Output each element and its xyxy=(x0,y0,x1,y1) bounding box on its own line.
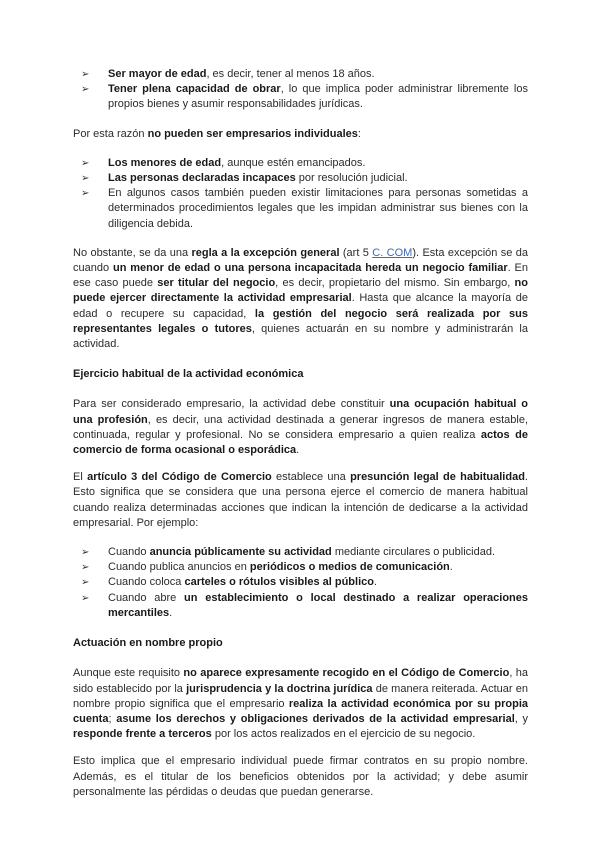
examples-list xyxy=(73,545,528,621)
list-item: ➢ En algunos casos también pueden existir limitaciones para personas sometidas a determinados procedimientos legales que les impidan administrar sus bienes con la diligencia debida. xyxy=(81,187,528,230)
list-item: ➢ Las personas declaradas incapaces por resolución judicial. xyxy=(73,171,528,186)
arrow-bullet-icon: ➢ xyxy=(81,69,90,80)
paragraph-no-pueden: Por esta razón no pueden ser empresarios individuales: xyxy=(73,127,361,140)
paragraph-articulo-3: El artículo 3 del Código de Comercio establece una presunción legal de habitualidad. Esto significa que se considera que una persona ejerce el comercio de manera habitual cuando realiza determinadas acciones que indican la intención de dedicarse a la actividad empresarial. Por ejemplo: xyxy=(73,471,528,529)
list-item: ➢ Tener plena capacidad de obrar, lo que implica poder administrar libremente los propios bienes y asumir responsabilidades jurídicas. xyxy=(81,83,528,111)
list-item: ➢ Cuando abre un establecimiento o local destinado a realizar operaciones mercantiles. xyxy=(81,591,529,619)
list-item: ➢ Cuando publica anuncios en periódicos o medios de comunicación. xyxy=(73,560,528,575)
paragraph-nombre-propio: Aunque este requisito no aparece expresamente recogido en el Código de Comercio, ha sido establecido por la jurisprudencia y la doctrina jurídica de manera reiterada. Actuar en nombre propio significa que el empresario realiza la actividad económica por su propia cuenta; asume los derechos y obligaciones derivados de la actividad empresarial, y responde frente a terceros por los actos realizados en el ejercicio de su negocio. xyxy=(73,667,529,741)
list-item: ➢ Ser mayor de edad, es decir, tener al menos 18 años. xyxy=(73,67,528,82)
section-heading-ejercicio: Ejercicio habitual de la actividad económica xyxy=(73,368,304,381)
exclusions-list xyxy=(73,156,528,232)
list-item: ➢ Cuando coloca carteles o rótulos visibles al público. xyxy=(73,575,528,590)
ccom-link[interactable]: C. COM xyxy=(372,246,413,259)
arrow-bullet-icon: ➢ xyxy=(81,84,90,96)
list-item: ➢ Cuando anuncia públicamente su actividad mediante circulares o publicidad. xyxy=(73,545,528,560)
section-heading-nombre-propio: Actuación en nombre propio xyxy=(73,637,223,650)
arrow-bullet-icon: ➢ xyxy=(81,547,90,559)
arrow-bullet-icon: ➢ xyxy=(81,592,90,604)
paragraph-excepcion: No obstante, se da una regla a la excepción general (art 5 C. COM). Esta excepción se da cuando un menor de edad o una persona incapacitada hereda un negocio familiar. En ese caso puede ser titular del negocio, es decir, propietario del mismo. Sin embargo, no puede ejercer directamente la actividad empresarial. Hasta que alcance la mayoría de edad o recupere su capacidad, la gestión del negocio será realizada por sus representantes legales o tutores, quienes actuarán en su nombre y administrarán la actividad. xyxy=(73,246,528,351)
arrow-bullet-icon: ➢ xyxy=(81,188,90,200)
arrow-bullet-icon: ➢ xyxy=(81,577,90,589)
paragraph-ocupacion: Para ser considerado empresario, la actividad debe constituir una ocupación habitual o una profesión, es decir, una actividad destinada a generar ingresos de manera estable, continuada, regular y profesional. No se considera empresario a quien realiza actos de comercio de forma ocasional o esporádica. xyxy=(73,398,528,457)
arrow-bullet-icon: ➢ xyxy=(81,562,90,574)
requirements-list xyxy=(73,67,528,113)
paragraph-contratos: Esto implica que el empresario individual puede firmar contratos en su propio nombre. Además, es el titular de los beneficios obtenidos por la actividad; y debe asumir personalmente las pérdidas o deudas que puedan generarse. xyxy=(73,755,528,798)
arrow-bullet-icon: ➢ xyxy=(81,157,90,169)
arrow-bullet-icon: ➢ xyxy=(81,173,90,185)
list-item: ➢ Los menores de edad, aunque estén emancipados. xyxy=(73,156,528,171)
